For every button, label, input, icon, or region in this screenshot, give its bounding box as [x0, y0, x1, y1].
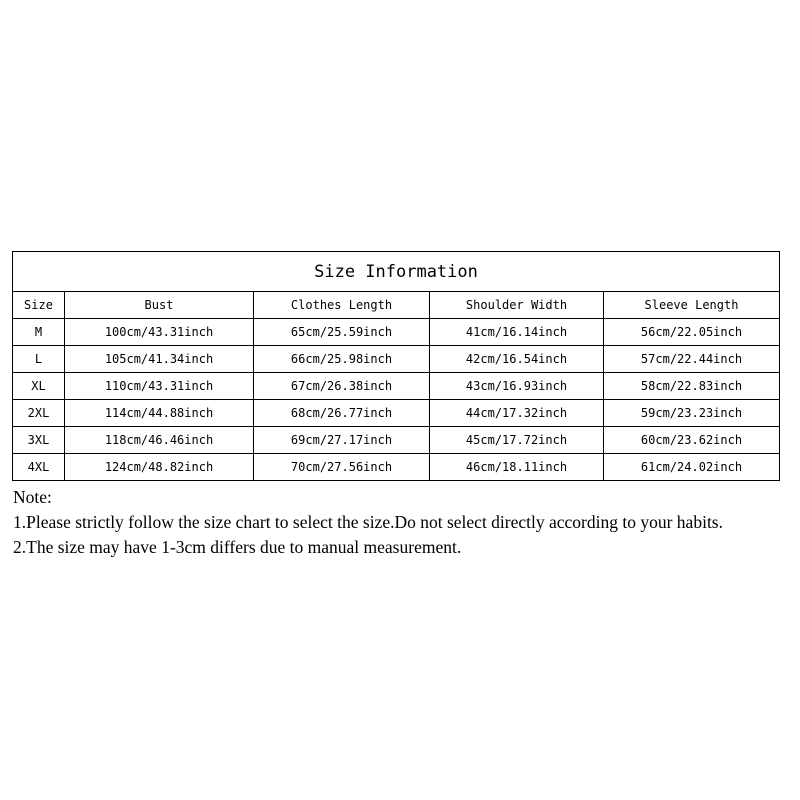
- column-header-bust: Bust: [65, 292, 254, 319]
- sleeve-length-cell: 61cm/24.02inch: [604, 454, 780, 481]
- shoulder-width-cell: 46cm/18.11inch: [430, 454, 604, 481]
- size-cell: M: [13, 319, 65, 346]
- bust-cell: 124cm/48.82inch: [65, 454, 254, 481]
- bust-cell: 105cm/41.34inch: [65, 346, 254, 373]
- size-cell: L: [13, 346, 65, 373]
- sleeve-length-cell: 60cm/23.62inch: [604, 427, 780, 454]
- shoulder-width-cell: 42cm/16.54inch: [430, 346, 604, 373]
- sleeve-length-cell: 59cm/23.23inch: [604, 400, 780, 427]
- column-header-sleeve-length: Sleeve Length: [604, 292, 780, 319]
- shoulder-width-cell: 41cm/16.14inch: [430, 319, 604, 346]
- column-header-shoulder-width: Shoulder Width: [430, 292, 604, 319]
- table-header-row: [13, 292, 780, 319]
- clothes-length-cell: 67cm/26.38inch: [254, 373, 430, 400]
- table-row: [13, 427, 780, 454]
- notes-section: [13, 485, 723, 560]
- table-title: Size Information: [13, 252, 780, 292]
- table-title-row: [13, 252, 780, 292]
- table-row: [13, 454, 780, 481]
- shoulder-width-cell: 45cm/17.72inch: [430, 427, 604, 454]
- size-cell: 4XL: [13, 454, 65, 481]
- sleeve-length-cell: 57cm/22.44inch: [604, 346, 780, 373]
- column-header-clothes-length: Clothes Length: [254, 292, 430, 319]
- shoulder-width-cell: 44cm/17.32inch: [430, 400, 604, 427]
- clothes-length-cell: 68cm/26.77inch: [254, 400, 430, 427]
- table-row: [13, 400, 780, 427]
- sleeve-length-cell: 58cm/22.83inch: [604, 373, 780, 400]
- bust-cell: 114cm/44.88inch: [65, 400, 254, 427]
- clothes-length-cell: 65cm/25.59inch: [254, 319, 430, 346]
- bust-cell: 110cm/43.31inch: [65, 373, 254, 400]
- size-cell: 2XL: [13, 400, 65, 427]
- size-cell: XL: [13, 373, 65, 400]
- notes-heading: Note:: [13, 487, 52, 507]
- sleeve-length-cell: 56cm/22.05inch: [604, 319, 780, 346]
- bust-cell: 100cm/43.31inch: [65, 319, 254, 346]
- bust-cell: 118cm/46.46inch: [65, 427, 254, 454]
- table-row: [13, 373, 780, 400]
- clothes-length-cell: 69cm/27.17inch: [254, 427, 430, 454]
- note-line: 1.Please strictly follow the size chart to select the size.Do not select directly according to your habits.: [13, 512, 723, 532]
- clothes-length-cell: 66cm/25.98inch: [254, 346, 430, 373]
- note-line: 2.The size may have 1-3cm differs due to manual measurement.: [13, 537, 462, 557]
- size-cell: 3XL: [13, 427, 65, 454]
- size-information-table: [12, 251, 780, 481]
- clothes-length-cell: 70cm/27.56inch: [254, 454, 430, 481]
- table-row: [13, 319, 780, 346]
- table-row: [13, 346, 780, 373]
- shoulder-width-cell: 43cm/16.93inch: [430, 373, 604, 400]
- column-header-size: Size: [13, 292, 65, 319]
